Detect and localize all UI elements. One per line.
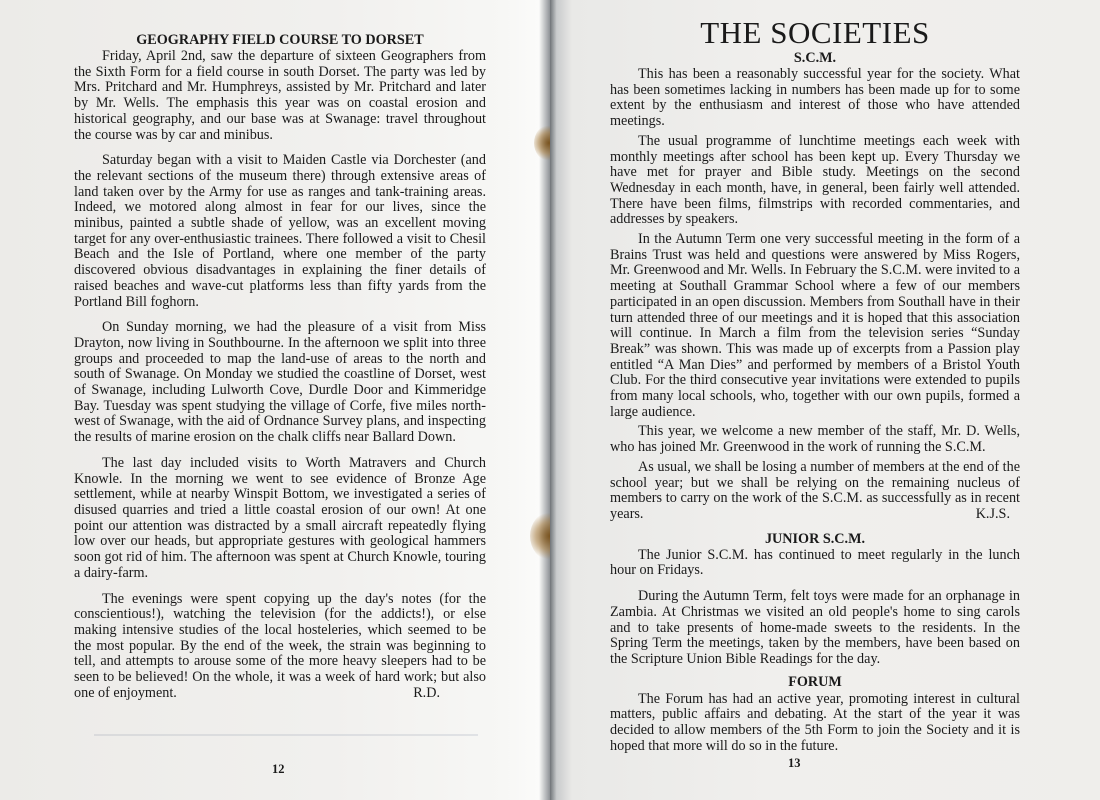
geography-article (74, 32, 486, 701)
page-number: 13 (788, 756, 801, 770)
section-paragraph: The Junior S.C.M. has continued to meet regularly in the lunch hour on Fridays. (610, 546, 1020, 579)
section-paragraph: In the Autumn Term one very successful meeting in the form of a Brains Trust was held and questions were answered by Miss Rogers, Mr. Greenwood and Mr. Wells. In February the S.C.M. were invited to a meeting at Southall Grammar School where a few of our members participated in an open discussion. Members from Southall have in their turn attended three of our meetings and it is hoped that this association will continue. In March a film from the television series “Sunday Break” was shown. This was made up of excerpts from a Passion play entitled “A Man Dies” and performed by members of a Bristol Youth Club. For the third consecutive year invitations were extended to pupils from many local schools, who, together with our own pupils, formed a large audience. (610, 231, 1020, 420)
section-paragraph-text: As usual, we shall be losing a number of members at the end of the school year; but we shall be relying on the remaining nucleus of members to carry on the work of the S.C.M. as successfully as in recent years. (610, 458, 1020, 522)
section-paragraph: The usual programme of lunchtime meetings each week with monthly meetings after school has been kept up. Every Thursday we have met for prayer and Bible study. Meetings on the second Wednesday in each month, have, in general, been fairly well attended. There have been films, filmstrips with recorded commentaries, and addresses by speakers. (610, 132, 1020, 228)
section-paragraph (610, 460, 1020, 523)
right-page (550, 0, 1100, 800)
show-through-rule (94, 734, 478, 736)
page-number: 12 (272, 762, 285, 776)
article-paragraph (74, 592, 486, 702)
author-signature: R.D. (413, 684, 440, 701)
article-paragraph: Friday, April 2nd, saw the departure of sixteen Geographers from the Sixth Form for a field course in south Dorset. The party was led by Mrs. Pritchard and Mr. Humphreys, assisted by Mr. Pritchard and later by Mr. Wells. The emphasis this year was on coastal erosion and historical geography, and our base was at Swanage: travel throughout the course was by car and minibus. (74, 48, 486, 143)
section-heading-junior-scm: JUNIOR S.C.M. (764, 530, 866, 547)
societies-section (610, 15, 1020, 754)
article-paragraph: Saturday began with a visit to Maiden Castle via Dorchester (and the relevant sections of the museum there) through extensive areas of land taken over by the Army for use as ranges and tank-training areas. Indeed, we motored along almost in fear for our lives, since the minibus, painted a subtle shade of yellow, was an excellent moving target for any over-enthusiastic trainees. There followed a visit to Chesil Beach and the Isle of Portland, where one member of the party discovered obvious disadvantages in explaining the finer details of raised beaches and wave-cut platforms less than fifty yards from the Portland Bill foghorn. (74, 152, 486, 310)
section-paragraph: During the Autumn Term, felt toys were made for an orphanage in Zambia. At Christmas we visited an old people's home to sing carols and to take presents of home-made sweets to the residents. In the Spring Term the meetings, taken by the members, have been based on the Scripture Union Bible Readings for the day. (610, 588, 1020, 667)
article-paragraph-text: The evenings were spent copying up the day's notes (for the conscientious!), watching the television (for the addicts!), or else making intensive studies of the local hosteleries, which seemed to be the most popular. By the end of the week, the strain was beginning to tell, and attempts to arouse some of the more heavy sleepers had to be seen to be believed! On the whole, it was a week of hard work; but also one of enjoyment. (74, 590, 486, 701)
section-heading-scm: S.C.M. (793, 50, 837, 66)
article-paragraph: On Sunday morning, we had the pleasure of a visit from Miss Drayton, now living in Southbourne. In the afternoon we split into three groups and proceeded to map the land-use of areas to the north and south of Swanage. On Monday we studied the coastline of Dorset, west of Swanage, including Lulworth Cove, Durdle Door and Kimmeridge Bay. Tuesday was spent studying the village of Corfe, five miles north-west of Swanage, with the aid of Ordnance Survey plans, and inspecting the results of marine erosion on the chalk cliffs near Ballard Down. (74, 319, 486, 446)
section-heading-forum: FORUM (788, 673, 842, 690)
page-title: THE SOCIETIES (700, 15, 930, 50)
author-signature: K.J.S. (975, 505, 1010, 522)
article-heading: GEOGRAPHY FIELD COURSE TO DORSET (136, 32, 424, 48)
section-paragraph: This has been a reasonably successful year for the society. What has been sometimes lacking in numbers has been made up for to some extent by the enthusiasm and interest of those who have attended meetings. (610, 66, 1020, 130)
section-paragraph: This year, we welcome a new member of the staff, Mr. D. Wells, who has joined Mr. Greenwood in the work of running the S.C.M. (610, 423, 1020, 456)
section-paragraph: The Forum has had an active year, promoting interest in cultural matters, public affairs and debating. At the start of the year it was decided to allow members of the 5th Form to join the Society and it is hoped that more will do so in the future. (610, 690, 1020, 754)
article-paragraph: The last day included visits to Worth Matravers and Church Knowle. In the morning we went to see evidence of Bronze Age settlement, while at nearby Winspit Bottom, we investigated a series of disused quarries and tried a little coastal erosion of our own! At one point our attention was distracted by a small aircraft repeatedly flying low over our heads, but appropriate gestures with geological hammers soon got rid of him. The afternoon was spent at Church Knowle, touring a dairy-farm. (74, 454, 486, 581)
